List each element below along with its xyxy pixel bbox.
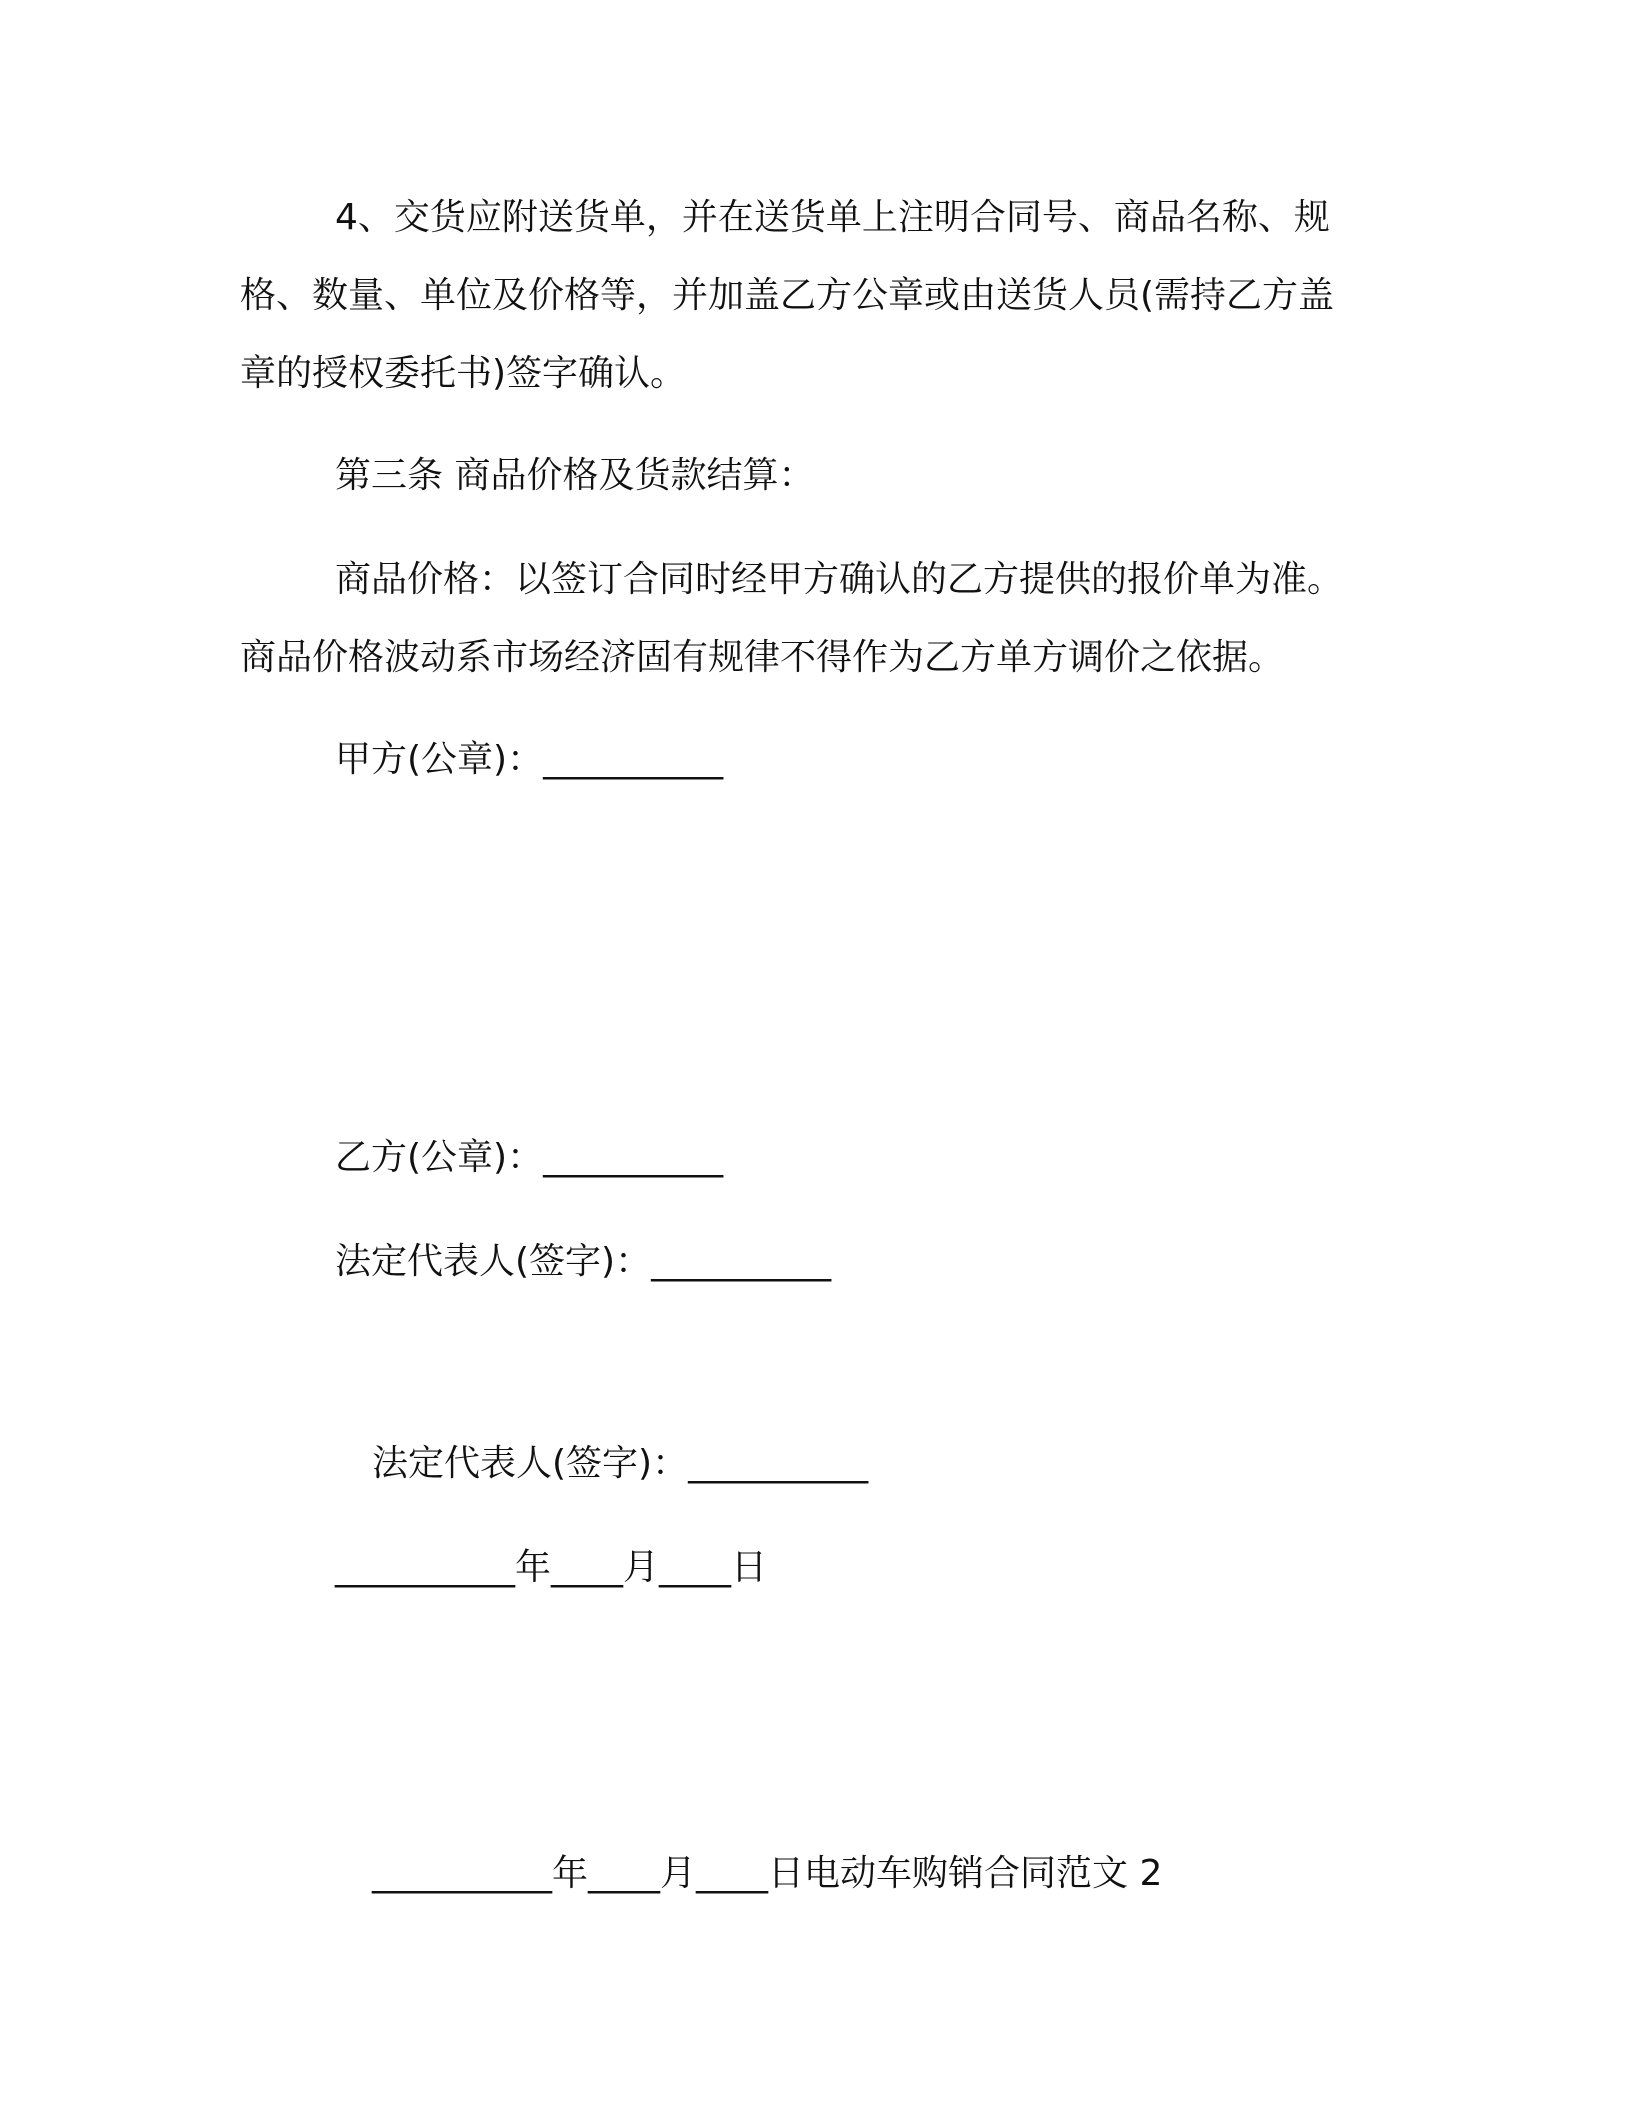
price-clause-line-1: 商品价格：以签订合同时经甲方确认的乙方提供的报价单为准。: [335, 559, 1344, 600]
clause-4-line-1: 4、交货应附送货单，并在送货单上注明合同号、商品名称、规: [335, 197, 1330, 238]
clause-4-line-2: 格、数量、单位及价格等，并加盖乙方公章或由送货人员(需持乙方盖: [240, 275, 1335, 316]
legal-representative-signature-1: 法定代表人(签字)：__________: [335, 1241, 832, 1282]
article-3-heading: 第三条 商品价格及货款结算：: [335, 455, 815, 496]
party-a-seal-field: 甲方(公章)：__________: [335, 739, 724, 780]
signing-date-2-and-next-title: __________年____月____日电动车购销合同范文 2: [372, 1853, 1163, 1894]
party-b-seal-field: 乙方(公章)：__________: [335, 1137, 724, 1178]
legal-representative-signature-2: 法定代表人(签字)：__________: [372, 1443, 869, 1484]
clause-4-line-3: 章的授权委托书)签字确认。: [240, 353, 687, 394]
price-clause-line-2: 商品价格波动系市场经济固有规律不得作为乙方单方调价之依据。: [240, 637, 1285, 678]
signing-date-1: __________年____月____日: [335, 1547, 767, 1588]
